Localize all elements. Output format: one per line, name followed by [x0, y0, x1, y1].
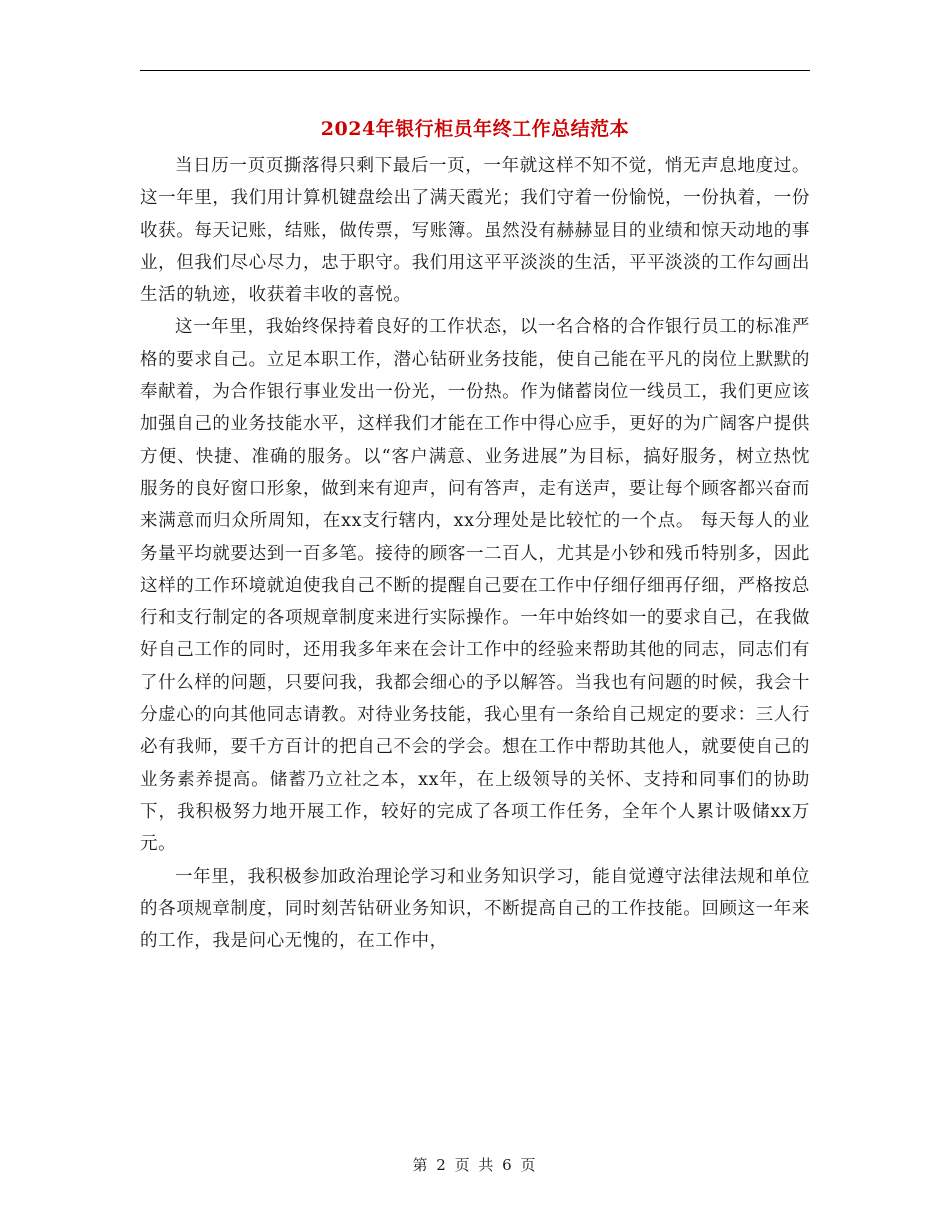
header-rule — [140, 70, 810, 71]
document-body — [140, 150, 810, 957]
body-paragraph: 这一年里，我始终保持着良好的工作状态，以一名合格的合作银行员工的标准严格的要求自己。立足本职工作，潜心钻研业务技能，使自己能在平凡的岗位上默默的奉献着，为合作银行事业发出一份光，一份热。作为储蓄岗位一线员工，我们更应该加强自己的业务技能水平，这样我们才能在工作中得心应手，更好的为广阔客户提供方便、快捷、准确的服务。以“客户满意、业务进展”为目标，搞好服务，树立热忱服务的良好窗口形象，做到来有迎声，问有答声，走有送声，要让每个顾客都兴奋而来满意而归众所周知，在xx支行辖内，xx分理处是比较忙的一个点。 每天每人的业务量平均就要达到一百多笔。接待的顾客一二百人，尤其是小钞和残币特别多，因此这样的工作环境就迫使我自己不断的提醒自己要在工作中仔细仔细再仔细，严格按总行和支行制定的各项规章制度来进行实际操作。一年中始终如一的要求自己，在我做好自己工作的同时，还用我多年来在会计工作中的经验来帮助其他的同志，同志们有了什么样的问题，只要问我，我都会细心的予以解答。当我也有问题的时候，我会十分虚心的向其他同志请教。对待业务技能，我心里有一条给自己规定的要求：三人行必有我师，要千方百计的把自己不会的学会。想在工作中帮助其他人，就要使自己的业务素养提高。储蓄乃立社之本，xx年，在上级领导的关怀、支持和同事们的协助下，我积极努力地开展工作，较好的完成了各项工作任务，全年个人累计吸储xx万元。 — [140, 317, 810, 855]
page-number-footer: 第 2 页 共 6 页 — [412, 1156, 538, 1174]
body-paragraph: 当日历一页页撕落得只剩下最后一页，一年就这样不知不觉，悄无声息地度过。这一年里，我们用计算机键盘绘出了满天霞光；我们守着一份愉悦，一份执着，一份收获。每天记账，结账，做传票，写账簿。虽然没有赫赫显目的业绩和惊天动地的事业，但我们尽心尽力，忠于职守。我们用这平平淡淡的生活，平平淡淡的工作勾画出生活的轨迹，收获着丰收的喜悦。 — [140, 156, 810, 306]
body-paragraph: 一年里，我积极参加政治理论学习和业务知识学习，能自觉遵守法律法规和单位的各项规章制度，同时刻苦钻研业务知识，不断提高自己的工作技能。回顾这一年来的工作，我是问心无愧的，在工作中， — [140, 866, 810, 952]
document-title: 2024年银行柜员年终工作总结范本 — [320, 118, 630, 140]
